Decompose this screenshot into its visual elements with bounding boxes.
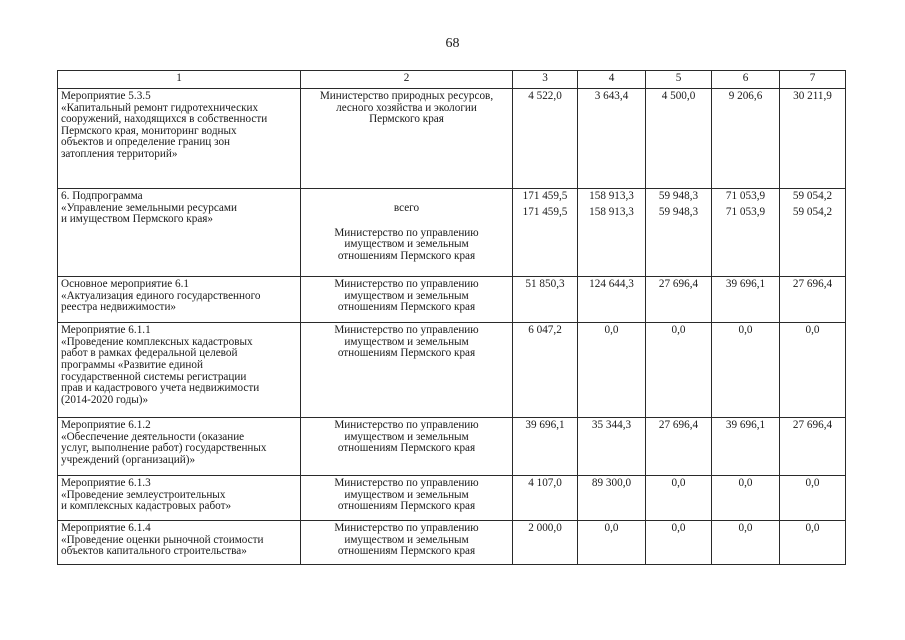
- value-text: 89 300,0: [591, 477, 632, 490]
- value-text: 59 054,2: [792, 190, 833, 202]
- value-cell: [646, 189, 712, 277]
- responsible-cell: [301, 277, 513, 323]
- value-text: 0,0: [738, 477, 753, 490]
- table-row: [58, 323, 846, 418]
- value-cell: [712, 521, 780, 565]
- value-cell: [513, 476, 578, 521]
- value-cell: [578, 89, 646, 189]
- header-row: [58, 71, 846, 89]
- value-cell: [712, 323, 780, 418]
- value-cell: [646, 521, 712, 565]
- column-header: 7: [780, 71, 846, 89]
- value-text: 71 053,9: [725, 205, 766, 218]
- value-text: 0,0: [671, 477, 686, 490]
- value-cell: [513, 277, 578, 323]
- value-text: 2 000,0: [528, 522, 562, 535]
- event-name-cell: Мероприятие 6.1.1 «Проведение комплексных кадастровых работ в рамках федеральной целевой программы «Развитие единой государственной системы регистрации прав и кадастрового учета недвижимости (2014-2020 годы)»: [58, 323, 301, 418]
- value-cell: [578, 277, 646, 323]
- responsible-cell: [301, 323, 513, 418]
- table-row: [58, 521, 846, 565]
- value-cell: [513, 189, 578, 277]
- value-text: 0,0: [805, 477, 820, 490]
- table-row: [58, 476, 846, 521]
- value-cell: [780, 89, 846, 189]
- value-cell: [513, 521, 578, 565]
- value-cell: [780, 323, 846, 418]
- value-text: 3 643,4: [594, 90, 629, 102]
- column-header: 5: [646, 71, 712, 89]
- table-row: [58, 277, 846, 323]
- column-header: 2: [301, 71, 513, 89]
- value-text: 0,0: [671, 522, 686, 535]
- value-text: 4 107,0: [528, 477, 562, 490]
- value-text: 39 696,1: [525, 419, 565, 432]
- value-cell: [578, 418, 646, 476]
- value-text: 27 696,4: [658, 419, 699, 432]
- value-cell: [513, 323, 578, 418]
- value-text: 0,0: [671, 324, 686, 337]
- responsible-text: Министерство по управлению имуществом и земельным отношениям Пермского края: [334, 522, 479, 558]
- value-text: 171 459,5: [522, 190, 568, 202]
- value-cell: [712, 418, 780, 476]
- event-name-cell: Мероприятие 6.1.4 «Проведение оценки рыночной стоимости объектов капитального строительства»: [58, 521, 301, 565]
- value-cell: [646, 277, 712, 323]
- value-text: 30 211,9: [793, 90, 832, 102]
- value-text: 27 696,4: [792, 278, 833, 291]
- budget-table: [57, 70, 846, 565]
- value-text: 71 053,9: [725, 190, 766, 202]
- value-cell: [712, 476, 780, 521]
- value-text: 158 913,3: [589, 205, 634, 218]
- responsible-text: Министерство по управлению имуществом и земельным отношениям Пермского края: [334, 324, 479, 360]
- responsible-text: Министерство по управлению имуществом и земельным отношениям Пермского края: [334, 226, 479, 262]
- value-cell: [780, 189, 846, 277]
- value-cell: [646, 323, 712, 418]
- responsible-cell: [301, 89, 513, 189]
- responsible-text: Министерство по управлению имуществом и земельным отношениям Пермского края: [334, 477, 479, 513]
- value-cell: [780, 521, 846, 565]
- value-text: 39 696,1: [725, 278, 766, 291]
- column-header: 3: [513, 71, 578, 89]
- table-row: [58, 418, 846, 476]
- event-name-cell: Мероприятие 5.3.5 «Капитальный ремонт гидротехнических сооружений, находящихся в собственности Пермского края, мониторинг водных объектов и определение границ зон затопления территорий»: [58, 89, 301, 189]
- responsible-cell: [301, 476, 513, 521]
- value-text: 59 948,3: [658, 190, 699, 202]
- value-text: 39 696,1: [725, 419, 766, 432]
- page-number: 68: [445, 36, 460, 51]
- event-name-cell: 6. Подпрограмма «Управление земельными ресурсами и имуществом Пермского края»: [58, 189, 301, 277]
- value-text: 51 850,3: [525, 278, 565, 291]
- value-text: 59 054,2: [792, 205, 833, 218]
- responsible-text: Министерство природных ресурсов, лесного хозяйства и экологии Пермского края: [319, 90, 494, 126]
- value-text: 0,0: [604, 522, 619, 535]
- event-name-cell: Основное мероприятие 6.1 «Актуализация единого государственного реестра недвижимости»: [58, 277, 301, 323]
- table-row: [58, 189, 846, 277]
- responsible-text: Министерство по управлению имуществом и земельным отношениям Пермского края: [334, 278, 479, 314]
- value-text: 59 948,3: [658, 205, 699, 218]
- value-text: 171 459,5: [522, 205, 568, 218]
- value-cell: [578, 476, 646, 521]
- value-cell: [578, 521, 646, 565]
- responsible-cell: [301, 189, 513, 277]
- value-text: 4 522,0: [528, 90, 562, 102]
- value-text: 0,0: [604, 324, 619, 337]
- value-cell: [780, 418, 846, 476]
- value-text: 4 500,0: [661, 90, 696, 102]
- value-cell: [578, 323, 646, 418]
- value-text: 6 047,2: [528, 324, 562, 337]
- event-name-cell: Мероприятие 6.1.3 «Проведение землеустроительных и комплексных кадастровых работ»: [58, 476, 301, 521]
- value-cell: [646, 476, 712, 521]
- value-text: 124 644,3: [589, 278, 634, 291]
- value-cell: [646, 418, 712, 476]
- value-text: 0,0: [805, 522, 820, 535]
- column-header: 6: [712, 71, 780, 89]
- column-header: 4: [578, 71, 646, 89]
- value-cell: [646, 89, 712, 189]
- event-name-cell: Мероприятие 6.1.2 «Обеспечение деятельности (оказание услуг, выполнение работ) государственных учреждений (организаций)»: [58, 418, 301, 476]
- value-text: 27 696,4: [658, 278, 699, 291]
- value-cell: [513, 89, 578, 189]
- value-cell: [513, 418, 578, 476]
- value-text: 9 206,6: [728, 90, 763, 102]
- value-text: 0,0: [738, 522, 753, 535]
- responsible-cell: [301, 521, 513, 565]
- value-cell: [712, 277, 780, 323]
- value-cell: [712, 89, 780, 189]
- value-cell: [578, 189, 646, 277]
- table-row: [58, 89, 846, 189]
- value-text: 0,0: [738, 324, 753, 337]
- column-header: 1: [58, 71, 301, 89]
- responsible-text: Министерство по управлению имуществом и земельным отношениям Пермского края: [334, 419, 479, 455]
- value-cell: [780, 277, 846, 323]
- value-cell: [712, 189, 780, 277]
- value-text: 0,0: [805, 324, 820, 337]
- responsible-cell: [301, 418, 513, 476]
- value-text: 158 913,3: [589, 190, 634, 202]
- value-text: 27 696,4: [792, 419, 833, 432]
- responsible-text: всего: [393, 201, 420, 214]
- value-text: 35 344,3: [591, 419, 632, 432]
- value-cell: [780, 476, 846, 521]
